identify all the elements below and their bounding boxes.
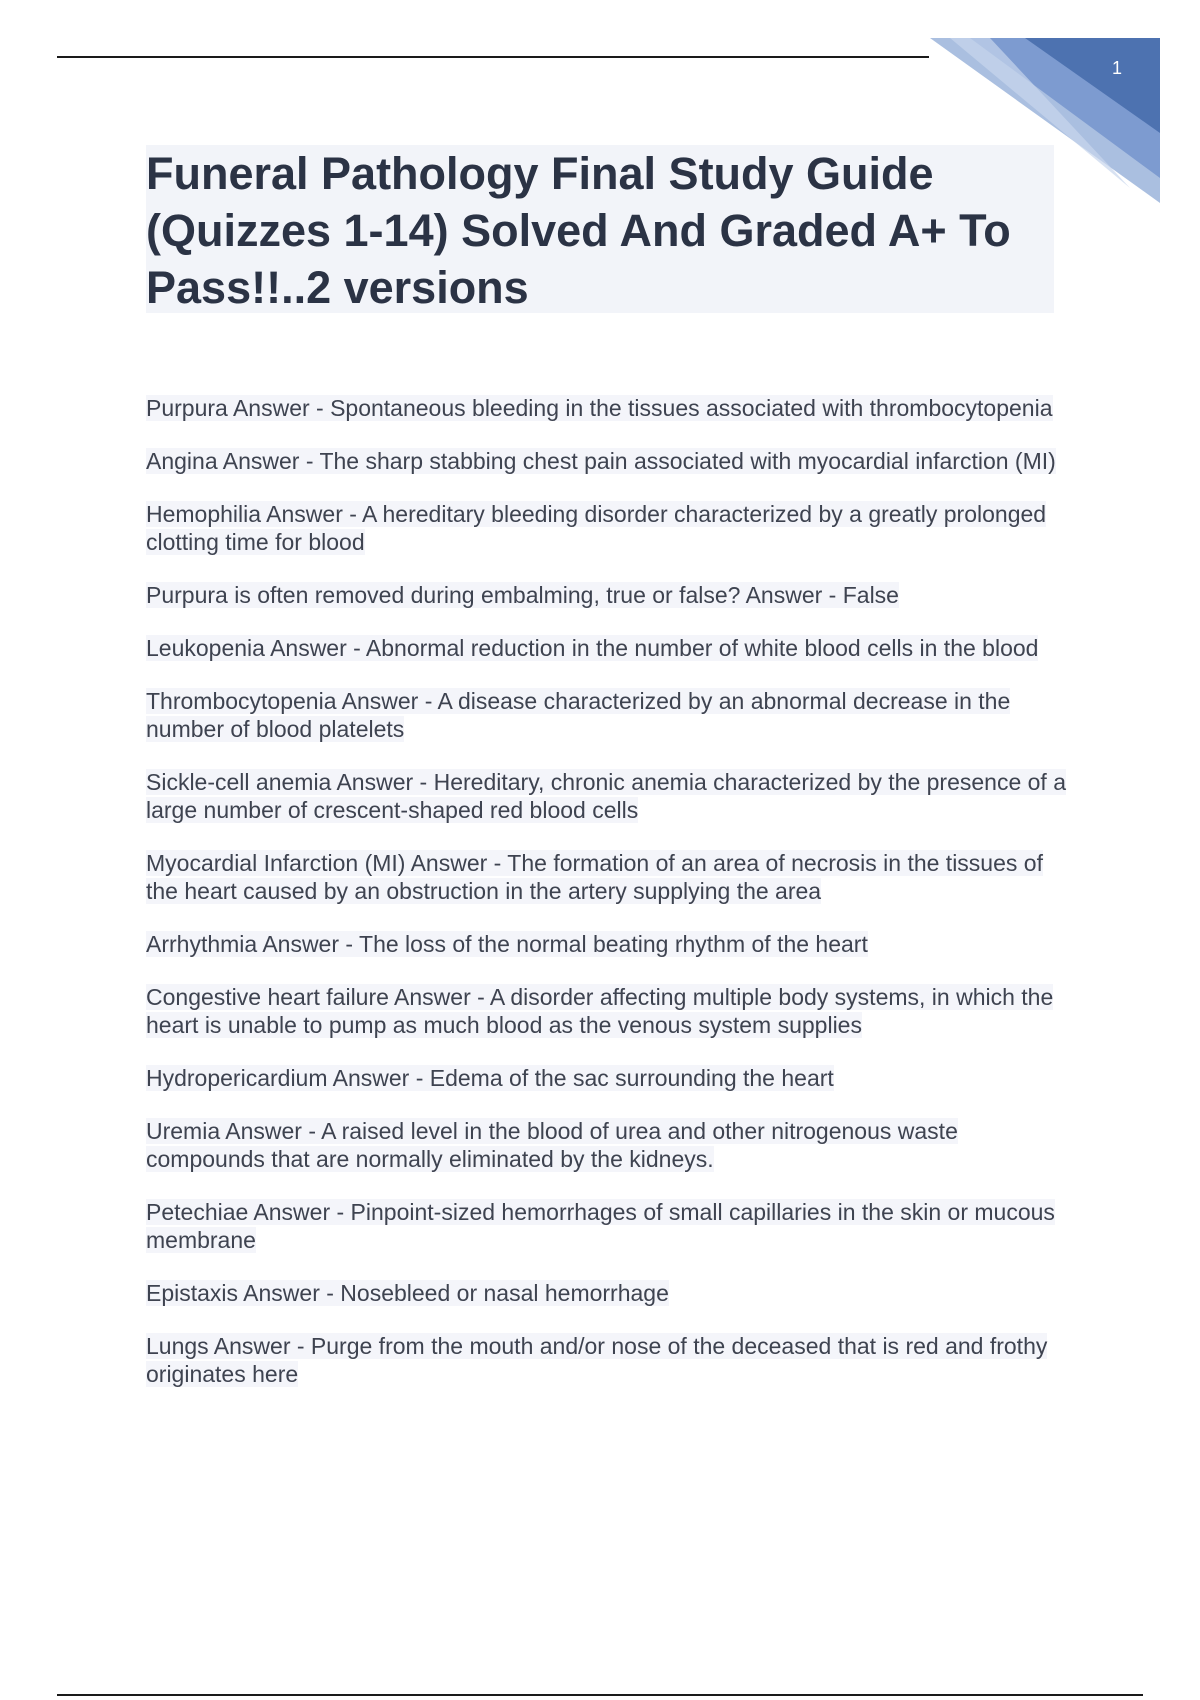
qa-entry xyxy=(146,1117,1066,1173)
qa-entry xyxy=(146,687,1066,743)
qa-entry xyxy=(146,1279,1066,1307)
qa-entry xyxy=(146,500,1066,556)
qa-entry xyxy=(146,634,1066,662)
qa-entry xyxy=(146,983,1066,1039)
document-title: Funeral Pathology Final Study Guide (Quizzes 1-14) Solved And Graded A+ To Pass!!..2 versions xyxy=(146,148,1011,313)
qa-entry-text: Leukopenia Answer - Abnormal reduction in the number of white blood cells in the blood xyxy=(146,635,1039,661)
footer-rule xyxy=(57,1694,1143,1696)
qa-entry-text: Hydropericardium Answer - Edema of the sac surrounding the heart xyxy=(146,1065,834,1091)
qa-entry xyxy=(146,1198,1066,1254)
qa-entry xyxy=(146,849,1066,905)
header-rule xyxy=(57,56,929,58)
qa-entry-text: Angina Answer - The sharp stabbing chest pain associated with myocardial infarction (MI) xyxy=(146,448,1056,474)
qa-entry-text: Arrhythmia Answer - The loss of the normal beating rhythm of the heart xyxy=(146,931,868,957)
qa-entry xyxy=(146,447,1066,475)
qa-entry-text: Purpura is often removed during embalming, true or false? Answer - False xyxy=(146,582,899,608)
qa-entry xyxy=(146,1332,1066,1388)
qa-entry xyxy=(146,768,1066,824)
qa-entry xyxy=(146,581,1066,609)
qa-list xyxy=(146,394,1066,1413)
qa-entry-text: Thrombocytopenia Answer - A disease characterized by an abnormal decrease in the number of blood platelets xyxy=(146,688,1011,742)
page-number: 1 xyxy=(1111,58,1122,78)
qa-entry-text: Purpura Answer - Spontaneous bleeding in the tissues associated with thrombocytopenia xyxy=(146,395,1053,421)
qa-entry xyxy=(146,1064,1066,1092)
qa-entry-text: Sickle-cell anemia Answer - Hereditary, chronic anemia characterized by the presence of a large number of crescent-shaped red blood cells xyxy=(146,769,1066,823)
qa-entry-text: Hemophilia Answer - A hereditary bleeding disorder characterized by a greatly prolonged clotting time for blood xyxy=(146,501,1047,555)
qa-entry xyxy=(146,394,1066,422)
qa-entry-text: Epistaxis Answer - Nosebleed or nasal hemorrhage xyxy=(146,1280,669,1306)
qa-entry-text: Myocardial Infarction (MI) Answer - The formation of an area of necrosis in the tissues of the heart caused by an obstruction in the artery supplying the area xyxy=(146,850,1043,904)
qa-entry-text: Uremia Answer - A raised level in the blood of urea and other nitrogenous waste compounds that are normally eliminated by the kidneys. xyxy=(146,1118,958,1172)
qa-entry-text: Lungs Answer - Purge from the mouth and/or nose of the deceased that is red and frothy originates here xyxy=(146,1333,1048,1387)
qa-entry xyxy=(146,930,1066,958)
qa-entry-text: Congestive heart failure Answer - A disorder affecting multiple body systems, in which the heart is unable to pump as much blood as the venous system supplies xyxy=(146,984,1054,1038)
qa-entry-text: Petechiae Answer - Pinpoint-sized hemorrhages of small capillaries in the skin or mucous membrane xyxy=(146,1199,1055,1253)
